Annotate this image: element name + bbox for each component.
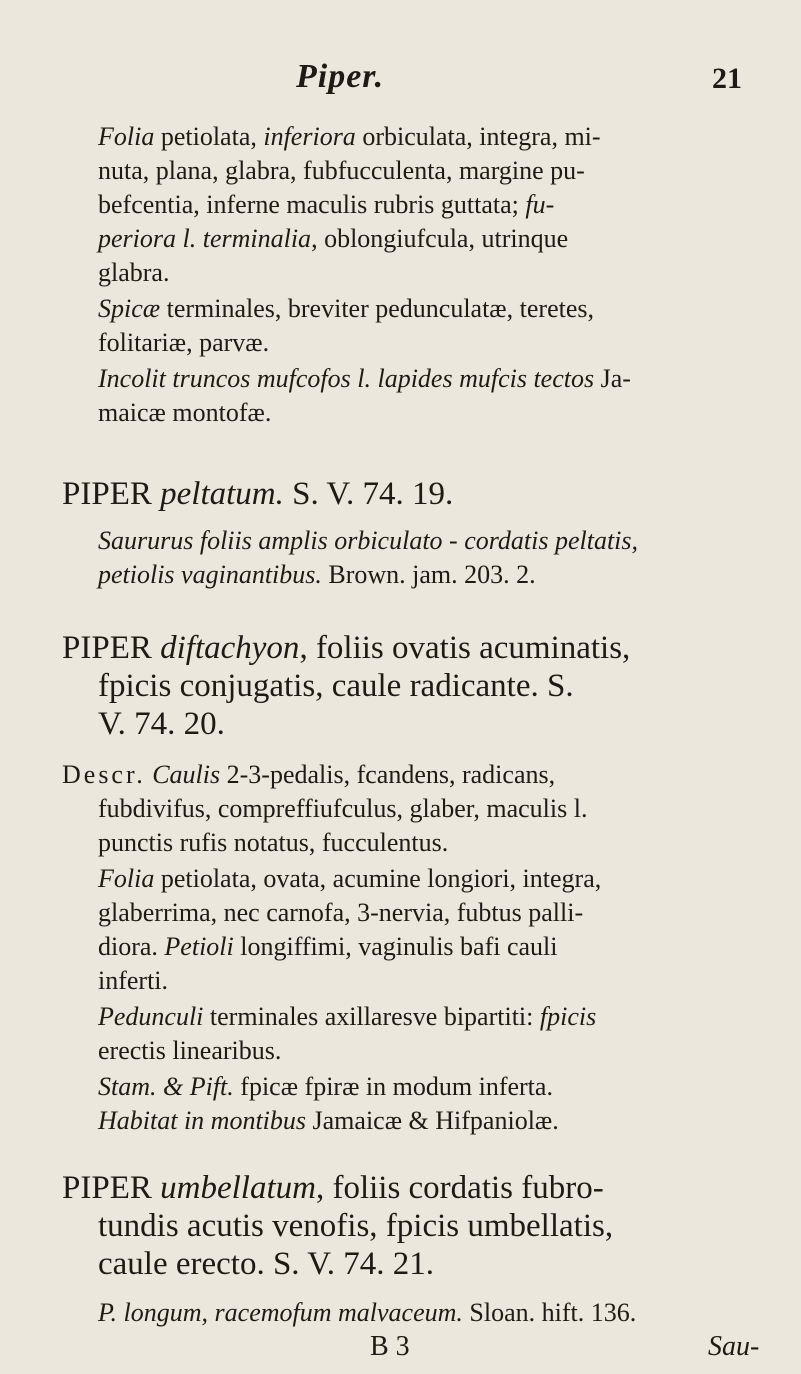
text-run: 2-3-pedalis, fcandens, radicans, <box>220 760 556 789</box>
text-line <box>98 898 583 928</box>
text-run: diora. <box>98 932 165 961</box>
text-run: petiolata, ovata, acumine longiori, integra, <box>154 864 602 893</box>
italic-text: Caulis <box>152 760 221 789</box>
text-run: , foliis ovatis acuminatis, <box>299 630 631 666</box>
text-line <box>98 1246 434 1282</box>
text-run: V. 74. 20. <box>98 706 225 742</box>
text-run: nuta, plana, glabra, fubfucculenta, margine pu- <box>98 156 585 185</box>
text-line <box>98 258 169 288</box>
text-line <box>98 668 574 704</box>
text-run: PIPER <box>62 476 161 512</box>
text-line <box>98 1072 553 1102</box>
text-run: folitariæ, parvæ. <box>98 328 270 357</box>
text-run: terminales, breviter pedunculatæ, teretes, <box>160 294 594 323</box>
text-run: befcentia, inferne maculis rubris guttata; <box>98 190 526 219</box>
text-run: PIPER <box>62 630 161 666</box>
text-line <box>98 706 225 742</box>
text-run: fpicis conjugatis, caule radicante. S. <box>98 668 574 704</box>
text-line <box>98 526 638 556</box>
text-line <box>98 1002 596 1032</box>
text-run: orbiculata, integra, mi- <box>355 122 601 151</box>
text-run: petiolata, <box>154 122 264 151</box>
text-run: fpicæ fpiræ in modum inferta. <box>233 1072 553 1101</box>
catchword: Sau- <box>708 1331 760 1362</box>
text-run: inferti. <box>98 966 169 995</box>
text-line <box>98 156 585 186</box>
text-run: Brown. jam. 203. 2. <box>321 560 536 589</box>
text-run: Jamaicæ & Hifpaniolæ. <box>306 1106 559 1135</box>
italic-text: Folia <box>98 864 155 893</box>
text-line <box>98 364 631 394</box>
italic-text: fu- <box>525 190 555 219</box>
text-line <box>98 794 587 824</box>
text-run: S. V. 74. 19. <box>283 476 454 512</box>
text-run: Sloan. hift. 136. <box>462 1298 637 1327</box>
text-line <box>62 630 630 666</box>
italic-text: petiolis vaginantibus. <box>98 560 322 589</box>
text-line <box>98 294 594 324</box>
italic-text: Spicæ <box>98 294 161 323</box>
text-line <box>98 190 554 220</box>
italic-text: periora l. terminalia <box>98 224 312 253</box>
text-run: , oblongiufcula, utrinque <box>311 224 569 253</box>
italic-text: P. longum, racemofum malvaceum. <box>98 1298 463 1327</box>
text-run: terminales axillaresve bipartiti: <box>203 1002 540 1031</box>
text-run: caule erecto. S. V. 74. 21. <box>98 1246 435 1282</box>
text-run: punctis rufis notatus, fucculentus. <box>98 828 449 857</box>
italic-text: peltatum. <box>160 476 284 512</box>
italic-text: Petioli <box>164 932 234 961</box>
italic-text: Folia <box>98 122 155 151</box>
page-number: 21 <box>712 62 742 95</box>
text-line <box>62 476 453 512</box>
text-line <box>98 864 601 894</box>
italic-text: inferiora <box>263 122 356 151</box>
text-run: Ja- <box>594 364 631 393</box>
text-line <box>98 122 601 152</box>
text-line <box>62 1170 604 1206</box>
italic-text: Saururus foliis amplis orbiculato - cordatis peltatis, <box>98 526 639 555</box>
text-line <box>98 828 448 858</box>
italic-text: Pedunculi <box>98 1002 204 1031</box>
italic-text: Stam. & Pift. <box>98 1072 234 1101</box>
text-run: longiffimi, vaginulis bafi cauli <box>233 932 558 961</box>
text-line <box>98 1036 281 1066</box>
text-run: tundis acutis venofis, fpicis umbellatis, <box>98 1208 614 1244</box>
italic-text: fpicis <box>539 1002 597 1031</box>
text-line <box>98 932 558 962</box>
text-line <box>98 560 536 590</box>
text-line <box>62 760 555 790</box>
text-run: maicæ montofæ. <box>98 398 272 427</box>
text-line <box>98 398 271 428</box>
text-run: Descr. <box>62 760 146 789</box>
italic-text: diftachyon <box>160 630 300 666</box>
text-line <box>98 224 568 254</box>
running-header <box>0 58 801 98</box>
text-line <box>98 1208 613 1244</box>
text-line <box>98 966 168 996</box>
italic-text: Habitat in montibus <box>98 1106 307 1135</box>
signature-mark: B 3 <box>370 1331 410 1362</box>
text-run: PIPER <box>62 1170 161 1206</box>
text-run: erectis linearibus. <box>98 1036 282 1065</box>
text-run: , foliis cordatis fubro- <box>315 1170 604 1206</box>
text-line <box>98 1298 636 1328</box>
text-run: glaberrima, nec carnofa, 3-nervia, fubtus palli- <box>98 898 584 927</box>
text-line <box>98 328 269 358</box>
text-line <box>98 1106 559 1136</box>
text-run: fubdivifus, compreffiufculus, glaber, maculis l. <box>98 794 588 823</box>
italic-text: umbellatum <box>160 1170 316 1206</box>
italic-text: Incolit truncos mufcofos l. lapides mufcis tectos <box>98 364 595 393</box>
text-run: glabra. <box>98 258 170 287</box>
running-head-title: Piper. <box>296 58 385 95</box>
